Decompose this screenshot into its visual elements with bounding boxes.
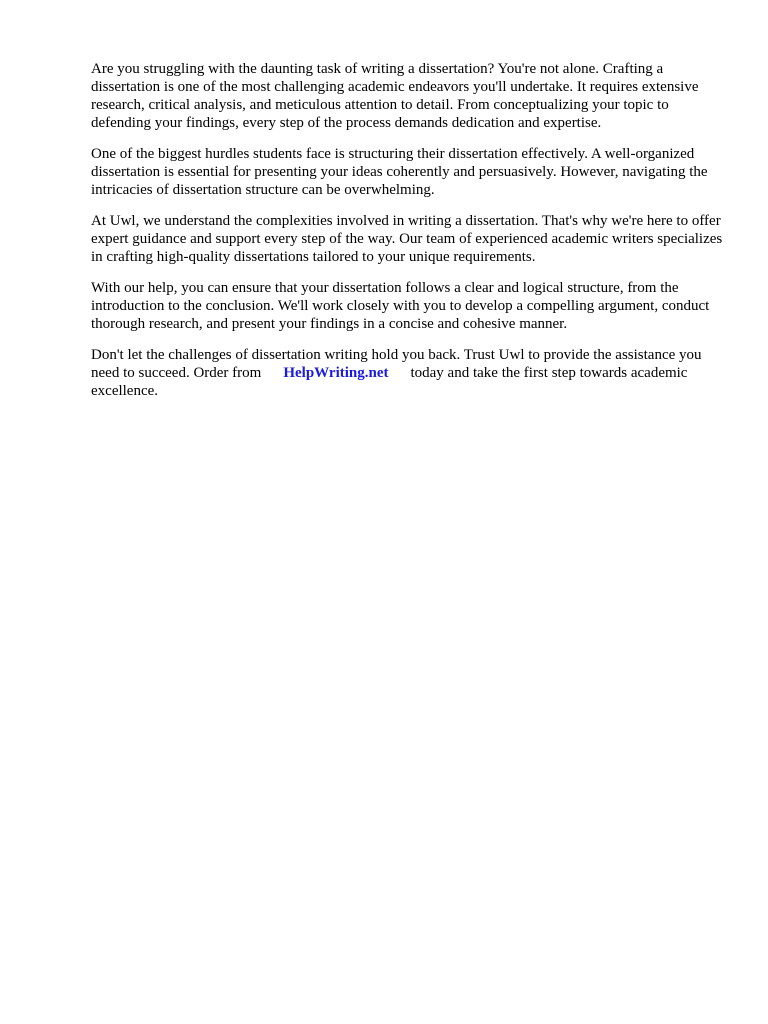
closing-text-after-link: today and take the first step towards academic excellence. xyxy=(91,365,688,399)
paragraph-help: With our help, you can ensure that your dissertation follows a clear and logical structure, from the introduction to the conclusion. We'll work closely with you to develop a compelling argument, conduct thorough research, and present your findings in a concise and cohesive manner. xyxy=(91,280,710,332)
document-body xyxy=(91,60,731,413)
paragraph-about-uwl: At Uwl, we understand the complexities involved in writing a dissertation. That's why we're here to offer expert guidance and support every step of the way. Our team of experienced academic writers specializes in crafting high-quality dissertations tailored to your unique requirements. xyxy=(91,213,723,265)
paragraph-intro: Are you struggling with the daunting task of writing a dissertation? You're not alone. Crafting a dissertation is one of the most challenging academic endeavors you'll undertake. It requires extensive research, critical analysis, and meticulous attention to detail. From conceptualizing your topic to defending your findings, every step of the process demands dedication and expertise. xyxy=(91,61,699,131)
paragraph-closing xyxy=(91,346,731,400)
closing-text-before-link: Don't let the challenges of dissertation writing hold you back. Trust Uwl to provide the assistance you need to succeed. Order from xyxy=(91,347,702,381)
helpwriting-link[interactable]: HelpWriting.net xyxy=(283,365,389,381)
paragraph-structure: One of the biggest hurdles students face is structuring their dissertation effectively. A well-organized dissertation is essential for presenting your ideas coherently and persuasively. However, navigating the intricacies of dissertation structure can be overwhelming. xyxy=(91,146,708,198)
